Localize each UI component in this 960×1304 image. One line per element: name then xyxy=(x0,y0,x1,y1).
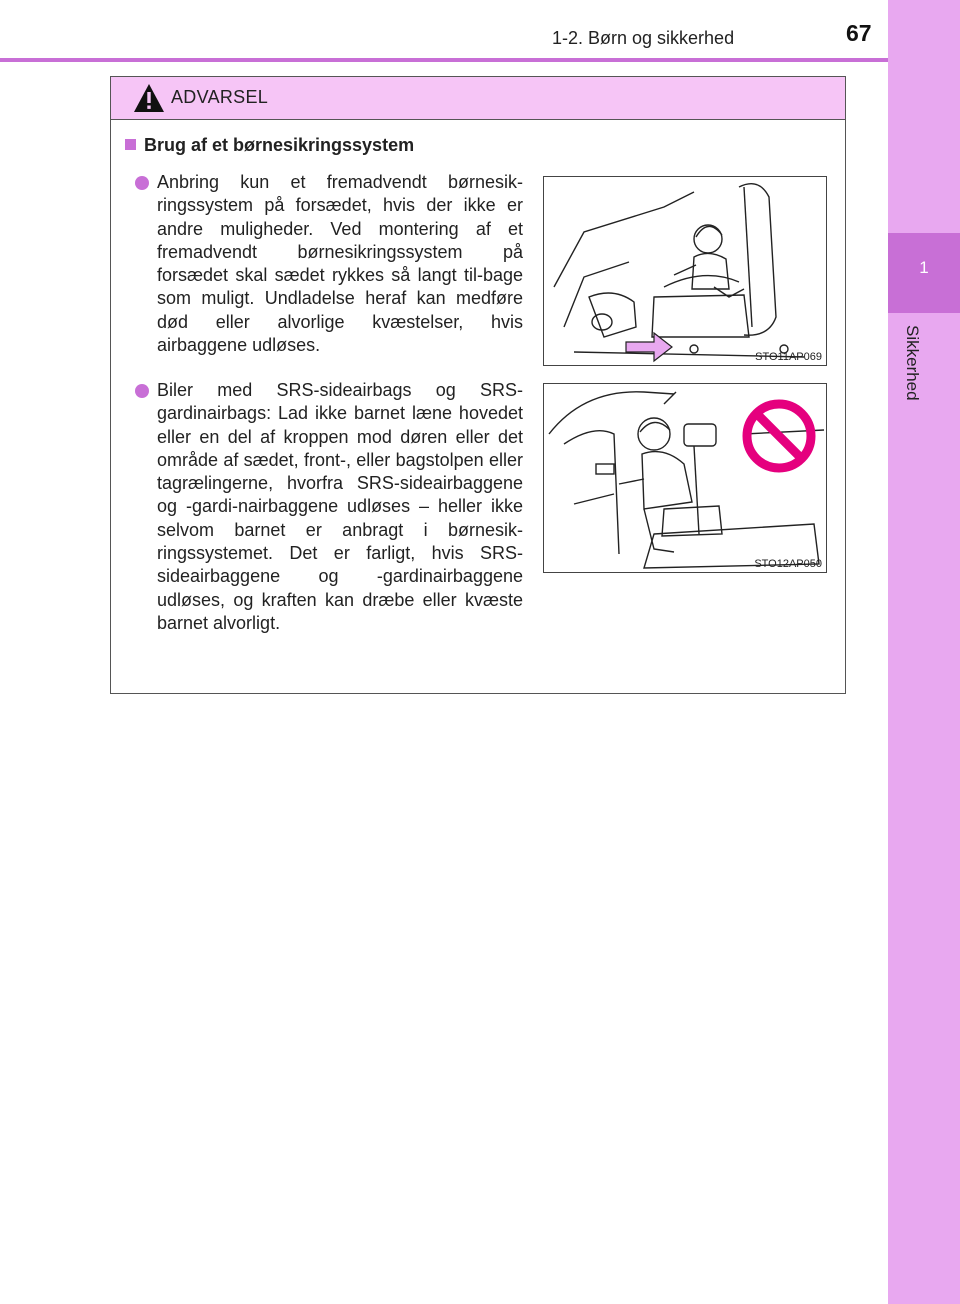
bullet-text: Anbring kun et fremadvendt børnesik-ringssystem på forsædet, hvis der ikke er andre muligheder. Ved montering af et fremadvendt børnesikringssystem på forsædet skal sædet rykkes så langt til-bage som muligt. Undladelse heraf kan medføre død eller alvorlige kvæstelser, hvis airbaggene udløses. xyxy=(157,172,523,356)
side-tab xyxy=(888,0,960,1304)
side-tab-chapter-number: 1 xyxy=(919,258,929,277)
bullet-item xyxy=(135,171,523,357)
square-bullet-icon xyxy=(125,139,136,150)
section-heading xyxy=(125,135,414,156)
figure-code: STO12AP050 xyxy=(754,558,822,570)
circle-bullet-icon xyxy=(135,176,149,190)
front-seat-child-seat-illustration xyxy=(543,176,827,366)
bullet-item xyxy=(135,379,523,635)
prohibition-icon xyxy=(747,404,811,468)
circle-bullet-icon xyxy=(135,384,149,398)
warning-title: ADVARSEL xyxy=(171,87,269,107)
warning-triangle-icon xyxy=(133,83,165,113)
section-heading-text: Brug af et børnesikringssystem xyxy=(144,135,415,155)
page-header-title: 1-2. Børn og sikkerhed xyxy=(552,28,735,48)
header-divider xyxy=(0,58,888,62)
car-seat-illustration-icon xyxy=(544,177,826,365)
warning-header xyxy=(111,77,845,120)
warning-box xyxy=(110,76,846,694)
bullet-text: Biler med SRS-sideairbags og SRS-gardinairbags: Lad ikke barnet læne hovedet eller en del af kroppen mod døren eller det område af sædet, front-, eller bagstolpen eller tagrælingerne, hvorfra SRS-sideairbaggene og -gardi-nairbaggene udløses – heller ikke selvom barnet er anbragt i børnesik-ringssystemet. Det er farligt, hvis SRS-sideairbaggene og -gardinairbaggene udløses, og kraften kan dræbe eller kvæste barnet alvorligt. xyxy=(157,380,523,633)
figure-code: STO11AP069 xyxy=(755,351,822,363)
page-number: 67 xyxy=(846,20,872,46)
side-tab-chapter-label: Sikkerhed xyxy=(903,325,922,401)
child-booster-seat-illustration-icon xyxy=(544,384,826,572)
child-leaning-door-illustration xyxy=(543,383,827,573)
